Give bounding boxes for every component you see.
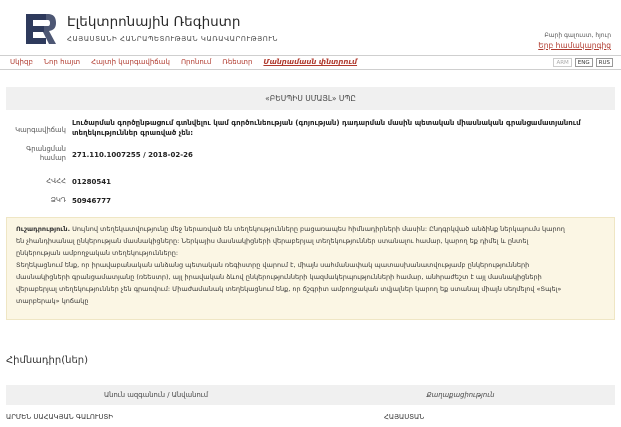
notice-line: տարբերակ» կոճակը — [16, 297, 89, 305]
status-label: Կարգավիճակ — [15, 126, 66, 134]
language-switcher — [553, 58, 613, 67]
nav-item-new-application[interactable]: Նոր հայտ — [43, 58, 81, 66]
tax-id-label: ՀՎՀՀ — [46, 177, 66, 185]
greeting-text: Բարի գալուստ, հյուր — [544, 32, 611, 39]
column-header-citizenship: Քաղաքացիություն — [426, 391, 495, 399]
founders-section-title: Հիմնադիր(ներ) — [6, 355, 89, 366]
site-header — [0, 0, 621, 54]
lang-rus-button[interactable]: RUS — [596, 58, 613, 67]
nav-item-registry[interactable]: Ռեեստր — [222, 58, 253, 66]
nav-item-application-status[interactable]: Հայտի կարգավիճակ — [91, 58, 170, 66]
nav-item-search[interactable]: Որոնում — [180, 58, 212, 66]
site-title: Էլեկտրոնային Ռեգիստր — [67, 14, 241, 30]
login-link[interactable]: Երբ համակարգից — [538, 41, 611, 50]
main-nav — [0, 55, 621, 70]
company-code-label: ՁԿԴ — [50, 196, 66, 204]
nav-item-home[interactable]: Սկիզբ — [10, 58, 33, 66]
site-subtitle: ՀԱՅԱՍՏԱՆԻ ՀԱՆՐԱՊԵՏՈՒԹՅԱՆ ԿԱՌԱՎԱՐՈՒԹՅՈՒՆ — [67, 35, 279, 43]
registration-number-value: 271.110.1007255 / 2018-02-26 — [72, 151, 193, 159]
notice-box — [6, 217, 615, 320]
founder-name: ԱՐՄԵՆ ՍԱՀԱԿՅԱՆ ԳԱԼՈՒՍՏԻ — [6, 413, 113, 421]
status-value: Լուծարման գործընթացում գտնվելու կամ գործունեության (գոյության) դադարման մասին պետական միասնական գրանցամատյանում տեղեկություններ գրառված չեն: — [72, 119, 581, 137]
lang-eng-button[interactable]: ENG — [575, 58, 593, 67]
registration-number-label: Գրանցման համար — [26, 145, 66, 162]
registry-logo-icon — [22, 10, 58, 48]
nav-item-advanced-search[interactable]: Մանրամասն փնտրում — [263, 58, 358, 66]
notice-line: Տեղեկացնում ենք, որ իրավաբանական անձանց պետական ռեգիստրը վարում է, միայն սահմանափակ պատասխանատվությամբ ընկերությունների — [16, 261, 530, 269]
founder-citizenship: ՀԱՅԱՍՏԱՆ — [384, 413, 425, 421]
notice-title: Ուշադրություն. — [16, 225, 71, 233]
lang-arm-button[interactable]: ARM — [553, 58, 571, 67]
notice-line: Ուշադրություն. Սույնով տեղեկատվությունը մեջ ներառված են տեղեկությունները բացառապես հիմնադիրների մասին: Ընդգրկված անձինք ներկայումս կարող — [16, 225, 565, 233]
company-title: «ԲԵՍՊԻՍ ՍՄԱՅԼ» ՍՊԸ — [6, 87, 615, 110]
founders-table-header — [6, 385, 615, 405]
notice-line: են չհանդիսանալ ընկերության մասնակիցները: Ներկայիս մասնակիցների վերաբերյալ տեղեկություններ ստանալու համար, կարող եք դիմել և ընտել — [16, 237, 529, 245]
notice-line: մասնակիցների գրանցամատյանը (ռեեստր), այլ իրավական ձևով ընկերությունների կազմակերպությունների համար, անհրաժեշտ է այլ մասնակիցների — [16, 273, 542, 281]
notice-line: ընկերության ամբողջական տեղեկությունները: — [16, 249, 179, 257]
tax-id-value: 01280541 — [72, 178, 111, 186]
nav-items — [10, 58, 357, 66]
notice-line: վերաբերյալ տեղեկություններ չեն գրառվում: Միաժամանակ տեղեկացնում ենք, որ ճշգրիտ ամբողջական տվյալներ կարող եք ստանալ միայն սեղմելով «Տպել» — [16, 285, 562, 293]
column-header-name: Անուն ազգանուն / Անվանում — [103, 391, 209, 399]
company-code-value: 50946777 — [72, 197, 111, 205]
table-row — [6, 410, 615, 426]
